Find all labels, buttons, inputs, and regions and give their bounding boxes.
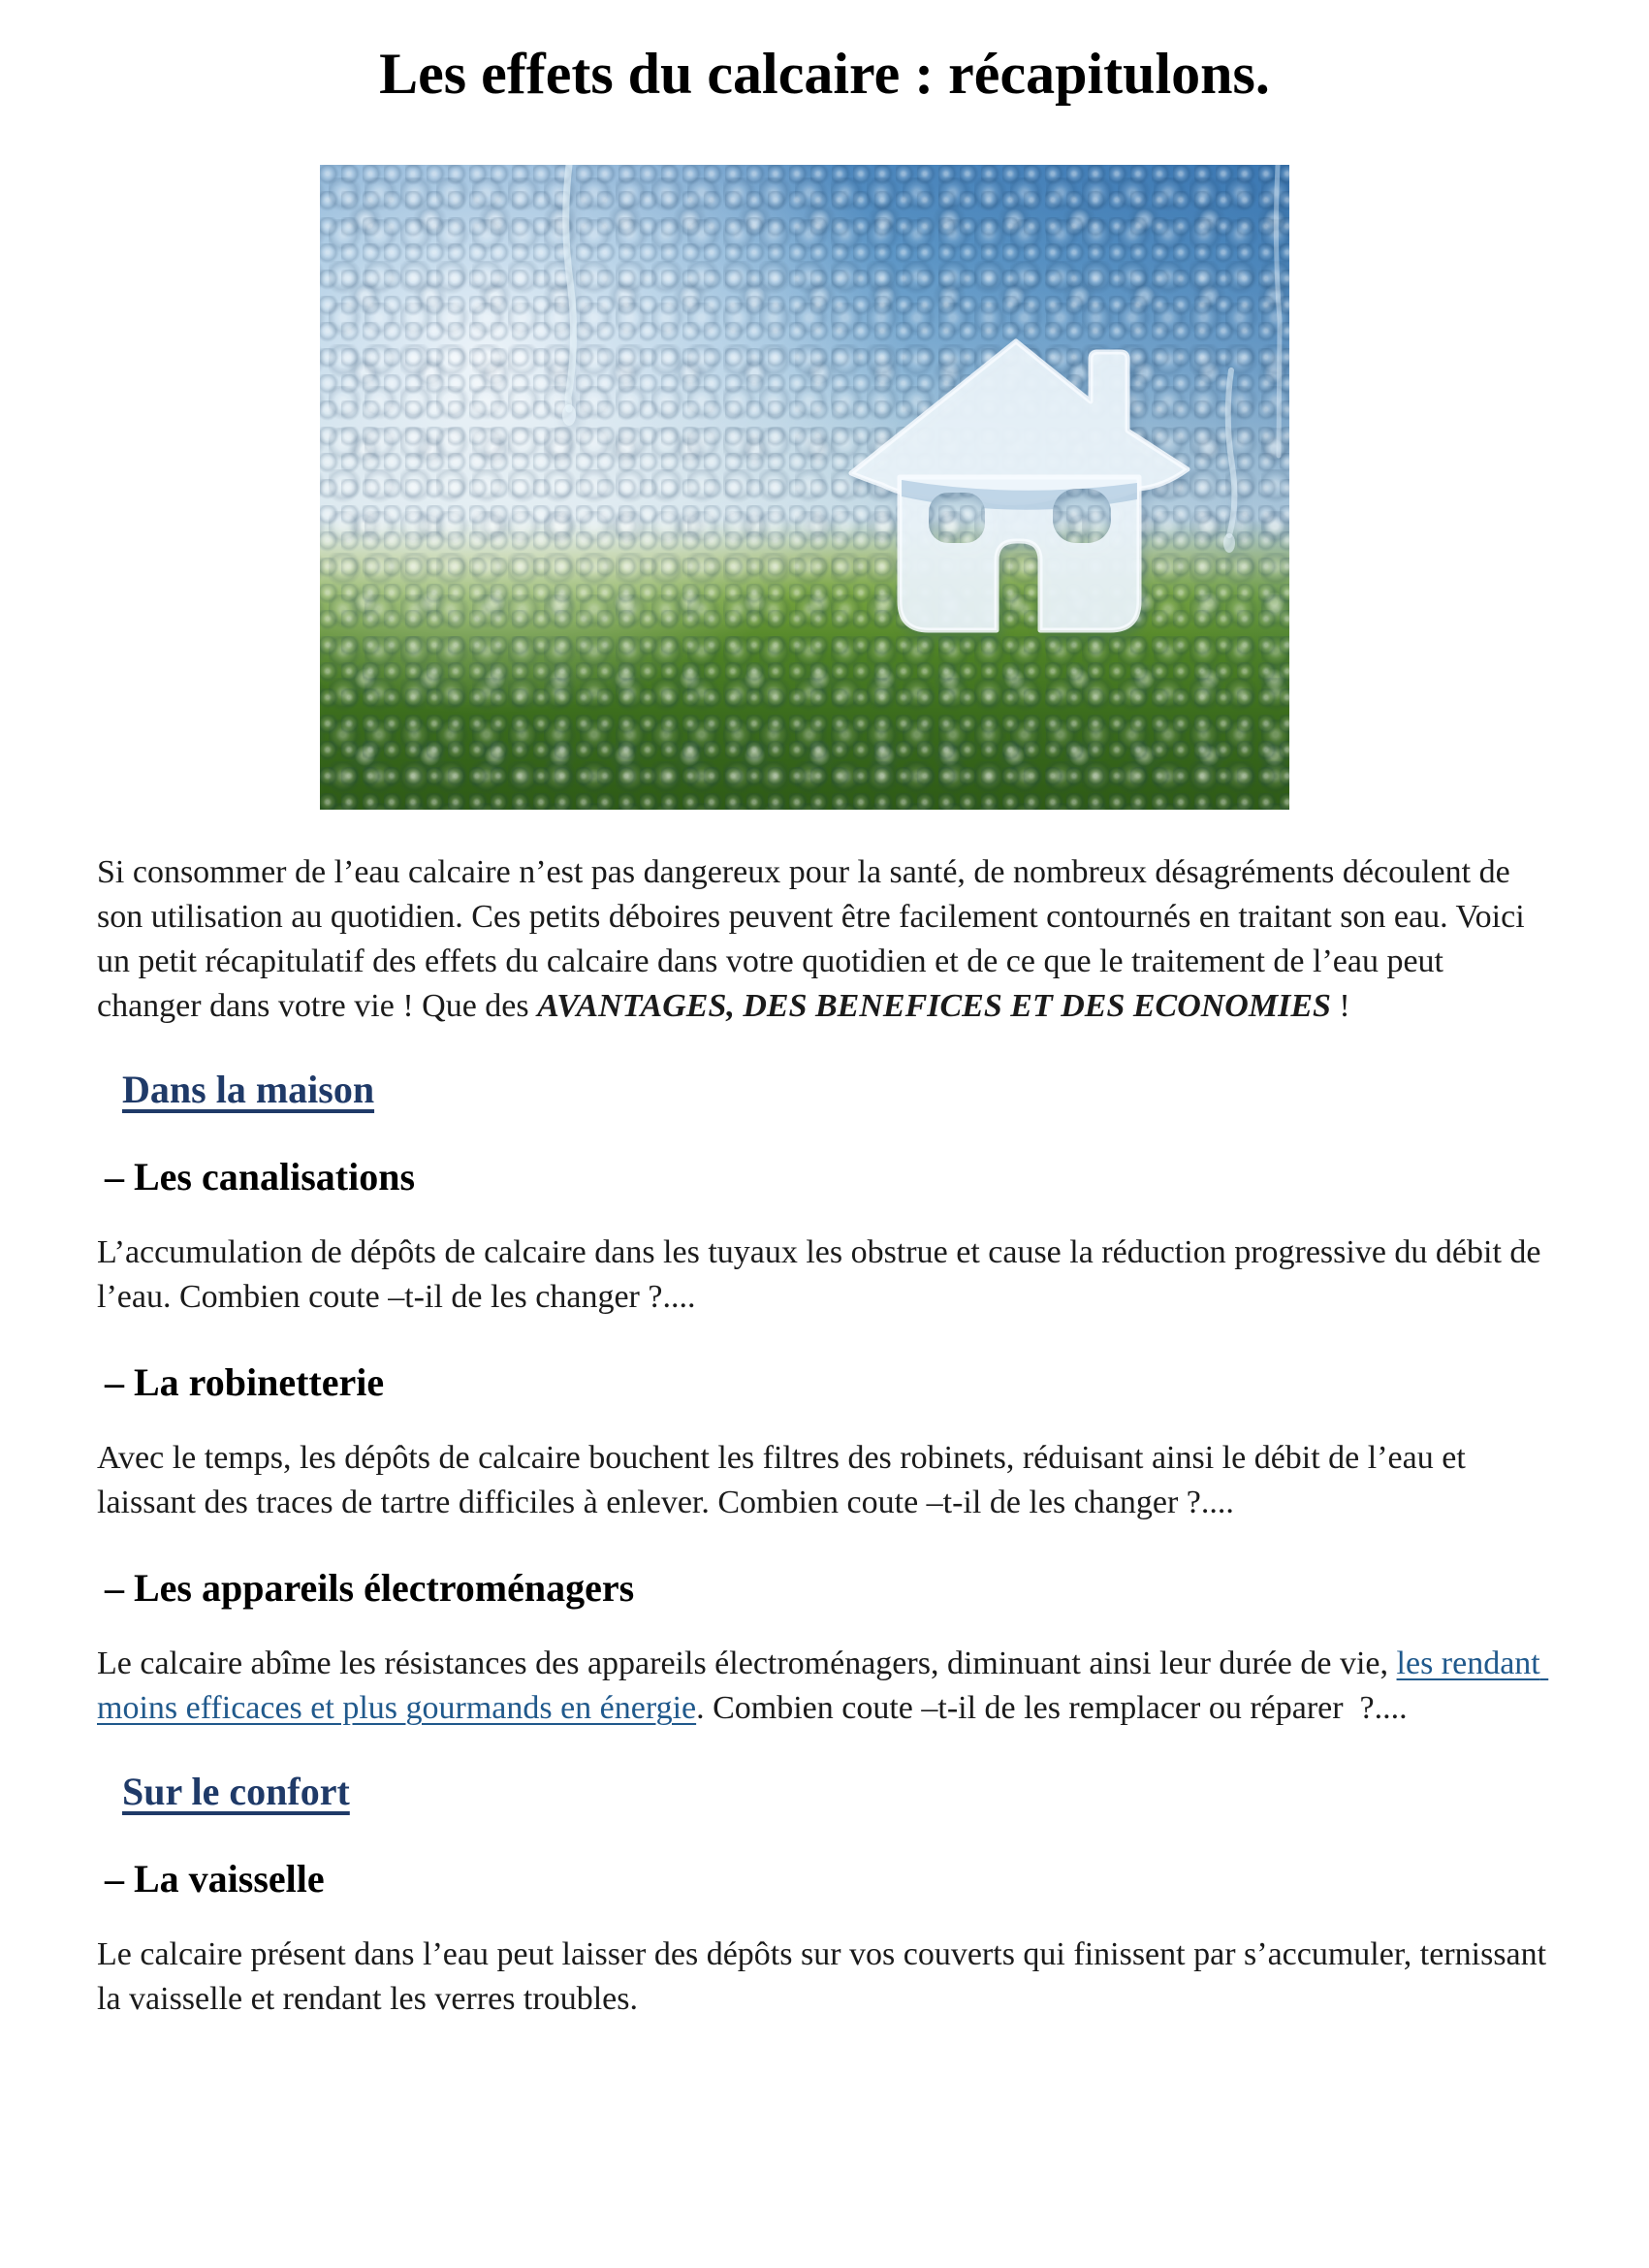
water-drip-edge [1276, 165, 1280, 456]
water-drop-right [1223, 533, 1235, 553]
intro-tail: ! [1330, 988, 1350, 1024]
house-icon [320, 165, 1289, 810]
section-heading-confort [97, 1768, 1552, 1816]
paragraph-robinetterie: Avec le temps, les dépôts de calcaire bouchent les filtres des robinets, réduisant ainsi le débit de l’eau et laissant des traces de tartre difficiles à enlever. Combien coute –t-il de les changer ?.... [97, 1440, 1475, 1520]
water-drop-left [562, 404, 576, 426]
subheading-canalisations: – Les canalisations [105, 1155, 416, 1198]
water-drip-left [566, 165, 574, 409]
link-sur-le-confort[interactable]: Sur le confort [122, 1770, 350, 1813]
section-heading-maison [97, 1066, 1552, 1114]
intro-paragraph [97, 850, 1552, 1029]
intro-text: Si consommer de l’eau calcaire n’est pas dangereux pour la santé, de nombreux désagréments découlent de son utilisation au quotidien. Ces petits déboires peuvent être facilement contournés en traitant son eau. Voici un petit récapitulatif des effets du calcaire dans votre quotidien et de ce que le traitement de l’eau peut changer dans votre vie ! Que des [97, 854, 1534, 1024]
paragraph-canalisations: L’accumulation de dépôts de calcaire dans les tuyaux les obstrue et cause la réduction progressive du débit de l’eau. Combien coute –t-il de les changer ?.... [97, 1234, 1550, 1315]
electromenagers-tail: . Combien coute –t-il de les remplacer ou réparer ?.... [696, 1690, 1408, 1726]
paragraph-electromenagers [97, 1642, 1552, 1731]
water-drip-right [1228, 370, 1235, 535]
link-energie[interactable]: les rendant moins efficaces et plus gourmands en énergie [97, 1645, 1549, 1726]
paragraph-vaisselle: Le calcaire présent dans l’eau peut laisser des dépôts sur vos couverts qui finissent par s’accumuler, ternissant la vaisselle et rendant les verres troubles. [97, 1936, 1555, 2017]
subheading-vaisselle: – La vaisselle [105, 1857, 325, 1901]
subheading-robinetterie: – La robinetterie [105, 1360, 385, 1404]
page-title: Les effets du calcaire : récapitulons. [379, 42, 1270, 106]
subheading-electromenagers: – Les appareils électroménagers [105, 1566, 635, 1610]
hero-image [320, 165, 1289, 810]
intro-emphasis: AVANTAGES, DES BENEFICES ET DES ECONOMIES [537, 988, 1331, 1024]
link-dans-la-maison[interactable]: Dans la maison [122, 1068, 375, 1111]
electromenagers-text: Le calcaire abîme les résistances des appareils électroménagers, diminuant ainsi leur durée de vie, [97, 1645, 1397, 1681]
